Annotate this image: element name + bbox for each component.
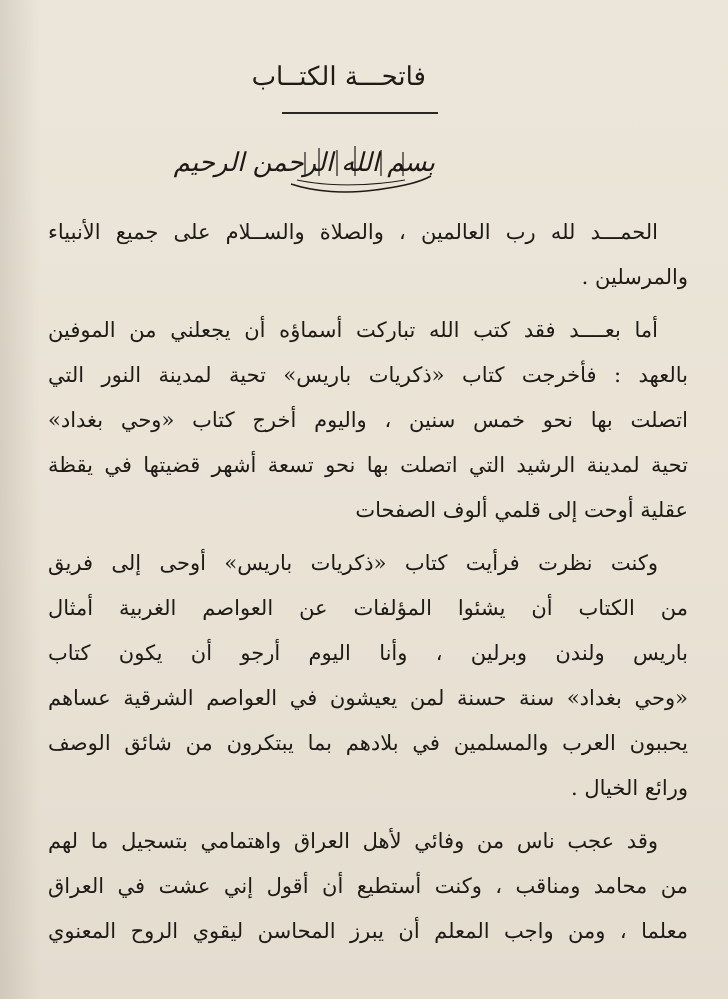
paragraph-gap — [48, 300, 688, 308]
text-line: أما بعــــد فقد كتب الله تباركت أسماؤه أن يجعلني من الموفين — [48, 318, 658, 342]
basmala-calligraphy — [173, 140, 435, 198]
text-line: الحمـــد لله رب العالمين ، والصلاة والســلام على جميع الأنبياء — [48, 220, 658, 244]
text-line: ورائع الخيال . — [571, 776, 688, 800]
basmala-text: بسم الله الرحمن الرحيم — [173, 148, 435, 178]
text-line: وكنت نظرت فرأيت كتاب «ذكريات باريس» أوحى إلى فريق — [48, 551, 658, 575]
text-line: والمرسلين . — [581, 265, 688, 289]
text-line: من محامد ومناقب ، وكنت أستطيع أن أقول إني عشت في العراق — [48, 874, 688, 898]
text-line: اتصلت بها نحو خمس سنين ، واليوم أخرج كتاب «وحي بغداد» — [48, 408, 688, 432]
text-line: باريس ولندن وبرلين ، وأنا اليوم أرجو أن يكون كتاب — [48, 641, 688, 665]
text-line: من الكتاب أن يشئوا المؤلفات عن العواصم الغربية أمثال — [48, 596, 688, 620]
text-line: وقد عجب ناس من وفائي لأهل العراق واهتمامي بتسجيل ما لهم — [48, 829, 658, 853]
text-line: تحية لمدينة الرشيد التي اتصلت بها نحو تسعة أشهر قضيتها في يقظة — [48, 453, 688, 477]
chapter-title: فاتحـــة الكتــاب — [251, 62, 426, 92]
paragraph-gap — [48, 811, 688, 819]
paragraph-gap — [48, 533, 688, 541]
text-line: بالعهد : فأخرجت كتاب «ذكريات باريس» تحية لمدينة النور التي — [48, 363, 688, 387]
text-line: معلما ، ومن واجب المعلم أن يبرز المحاسن ليقوي الروح المعنوي — [48, 919, 688, 943]
text-line: يحببون العرب والمسلمين في بلادهم بما يبتكرون من شائق الوصف — [48, 731, 688, 755]
text-line: عقلية أوحت إلى قلمي ألوف الصفحات — [355, 498, 688, 522]
text-line: «وحي بغداد» سنة حسنة لمن يعيشون في العواصم الشرقية عساهم — [48, 686, 688, 710]
body-text — [48, 210, 688, 954]
title-rule — [282, 112, 438, 114]
